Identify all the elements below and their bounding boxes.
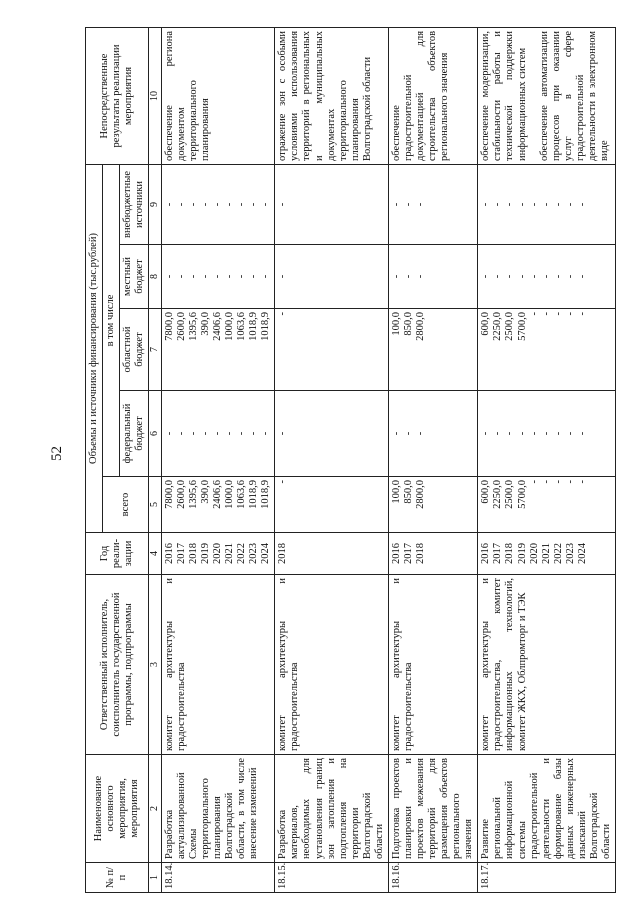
regional-value: - bbox=[576, 312, 588, 316]
regional-value: 100,0 bbox=[390, 312, 402, 336]
federal-value: - bbox=[163, 431, 175, 436]
regional-value: - bbox=[564, 312, 576, 316]
years bbox=[478, 533, 616, 575]
extra-value: - bbox=[212, 202, 223, 207]
years-value: 2024 bbox=[576, 543, 588, 564]
local-value: - bbox=[402, 274, 414, 279]
executor: комитет архитектуры и градостроительства bbox=[161, 575, 275, 755]
years-value: 2019 bbox=[199, 543, 211, 564]
total-value: 1000,0 bbox=[224, 480, 236, 509]
local-value: - bbox=[552, 274, 564, 279]
extra-value: - bbox=[480, 202, 492, 207]
years-value: 2018 bbox=[504, 543, 516, 564]
executor: комитет архитектуры и градостроительства bbox=[388, 575, 477, 755]
result bbox=[275, 27, 389, 164]
header-regional: областной бюджет bbox=[120, 309, 149, 391]
page-number: 52 bbox=[49, 446, 65, 461]
total bbox=[478, 477, 616, 533]
local-value: - bbox=[504, 274, 516, 279]
local-value: - bbox=[212, 274, 223, 279]
local-value: - bbox=[540, 274, 552, 279]
federal bbox=[478, 391, 616, 477]
result bbox=[161, 27, 275, 164]
local-value: - bbox=[415, 274, 426, 279]
local-value: - bbox=[163, 274, 175, 279]
total-value: 1063,6 bbox=[236, 480, 248, 509]
years-value: 2022 bbox=[236, 543, 248, 564]
federal-value: - bbox=[390, 431, 402, 436]
result-text: обеспечение региона документом территориального планирования bbox=[163, 30, 211, 161]
years-value: 2016 bbox=[163, 543, 175, 564]
years-value: 2017 bbox=[492, 543, 504, 564]
years-value: 2020 bbox=[212, 543, 223, 564]
federal-value: - bbox=[224, 431, 236, 436]
local-value: - bbox=[492, 274, 504, 279]
row-number: 18.15. bbox=[275, 863, 389, 893]
federal-value: - bbox=[540, 431, 552, 436]
federal-value: - bbox=[492, 431, 504, 436]
local-value: - bbox=[236, 274, 248, 279]
extra-value: - bbox=[390, 202, 402, 207]
extra-value: - bbox=[260, 202, 272, 207]
regional-value: 5700,0 bbox=[516, 312, 528, 341]
regional-value: 1018,9 bbox=[260, 312, 272, 341]
local-value: - bbox=[175, 274, 187, 279]
total-value: - bbox=[576, 480, 588, 484]
regional bbox=[161, 309, 275, 391]
local bbox=[275, 245, 389, 309]
extra-value: - bbox=[564, 202, 576, 207]
total bbox=[275, 477, 389, 533]
regional-value: 2406,6 bbox=[212, 312, 223, 341]
colnum: 8 bbox=[149, 245, 162, 309]
total-value: 1018,9 bbox=[248, 480, 260, 509]
regional-value: 2800,0 bbox=[415, 312, 426, 341]
years-value: 2022 bbox=[552, 543, 564, 564]
header-no: № п/п bbox=[86, 863, 149, 893]
years-value: 2018 bbox=[277, 543, 289, 564]
years-value: 2016 bbox=[390, 543, 402, 564]
federal bbox=[161, 391, 275, 477]
federal bbox=[275, 391, 389, 477]
colnum: 2 bbox=[149, 755, 162, 863]
total-value: - bbox=[564, 480, 576, 484]
federal-value: - bbox=[480, 431, 492, 436]
extra-value: - bbox=[248, 202, 260, 207]
regional-value: 390,0 bbox=[199, 312, 211, 336]
colnum: 1 bbox=[149, 863, 162, 893]
local-value: - bbox=[260, 274, 272, 279]
years-value: 2018 bbox=[187, 543, 199, 564]
regional-value: - bbox=[277, 312, 289, 316]
measure-name: Подготовка проектов планировки и проектов межевания территорий для размещения объектов регионального значения bbox=[388, 755, 477, 863]
regional-value: 850,0 bbox=[402, 312, 414, 336]
years-value: 2023 bbox=[248, 543, 260, 564]
header-total: всего bbox=[103, 477, 149, 533]
federal-value: - bbox=[212, 431, 223, 436]
total-value: 2800,0 bbox=[415, 480, 426, 509]
extra-value: - bbox=[224, 202, 236, 207]
header-results: Непосредственные результаты реализации мероприятия bbox=[86, 27, 149, 164]
regional bbox=[478, 309, 616, 391]
local-value: - bbox=[576, 274, 588, 279]
total-value: - bbox=[277, 480, 289, 484]
table-row bbox=[478, 27, 616, 892]
extra-value: - bbox=[552, 202, 564, 207]
federal-value: - bbox=[277, 431, 289, 436]
total bbox=[388, 477, 477, 533]
federal bbox=[388, 391, 477, 477]
regional-value: 1395,6 bbox=[187, 312, 199, 341]
total-value: 390,0 bbox=[199, 480, 211, 504]
regional-value: 1000,0 bbox=[224, 312, 236, 341]
rotated-table-container bbox=[85, 28, 612, 893]
total-value: - bbox=[528, 480, 540, 484]
total-value: 850,0 bbox=[402, 480, 414, 504]
local-value: - bbox=[187, 274, 199, 279]
result-text: отражение зон с особыми условиями использования территорий в региональных и муниципальных документах территориального планирования Волгоградской области bbox=[277, 30, 373, 161]
funding-table bbox=[85, 27, 616, 893]
local-value: - bbox=[390, 274, 402, 279]
header-executor: Ответственный исполнитель, соисполнитель государственной программы, подпрограммы bbox=[86, 575, 149, 755]
colnum: 6 bbox=[149, 391, 162, 477]
result-text: обеспечение автоматизации процессов при оказании услуг в сфере градостроительной деятельности в электронном виде bbox=[538, 30, 610, 161]
executor: комитет архитектуры и градостроительства, комитет информационных технологий, комитет ЖКХ, Облпромторг и ТЭК bbox=[478, 575, 616, 755]
regional-value: 2250,0 bbox=[492, 312, 504, 341]
federal-value: - bbox=[260, 431, 272, 436]
local-value: - bbox=[564, 274, 576, 279]
local-value: - bbox=[516, 274, 528, 279]
regional-value: - bbox=[540, 312, 552, 316]
result bbox=[478, 27, 616, 164]
total-value: 2406,6 bbox=[212, 480, 223, 509]
extra-value: - bbox=[492, 202, 504, 207]
regional-value: - bbox=[528, 312, 540, 316]
table-row bbox=[388, 27, 477, 892]
local bbox=[388, 245, 477, 309]
total-value: - bbox=[540, 480, 552, 484]
total-value: 2600,0 bbox=[175, 480, 187, 509]
extra-value: - bbox=[516, 202, 528, 207]
result-text: обеспечение градостроительной документацией для строительства объектов регионального значения bbox=[390, 30, 451, 161]
federal-value: - bbox=[564, 431, 576, 436]
extra-value: - bbox=[540, 202, 552, 207]
years bbox=[275, 533, 389, 575]
local-value: - bbox=[248, 274, 260, 279]
extra-value: - bbox=[576, 202, 588, 207]
years-value: 2020 bbox=[528, 543, 540, 564]
years-value: 2019 bbox=[516, 543, 528, 564]
executor: комитет архитектуры и градостроительства bbox=[275, 575, 389, 755]
extra-value: - bbox=[277, 202, 289, 207]
local-value: - bbox=[277, 274, 289, 279]
total-value: 5700,0 bbox=[516, 480, 528, 509]
table-body bbox=[161, 27, 615, 892]
local-value: - bbox=[528, 274, 540, 279]
regional bbox=[388, 309, 477, 391]
colnum: 4 bbox=[149, 533, 162, 575]
total bbox=[161, 477, 275, 533]
measure-name: Разработка материалов, необходимых для установления границ зон затопления и подтопления на территории Волгоградской области bbox=[275, 755, 389, 863]
extra bbox=[478, 164, 616, 244]
table-row bbox=[275, 27, 389, 892]
total-value: 1018,9 bbox=[260, 480, 272, 509]
extra-value: - bbox=[163, 202, 175, 207]
federal-value: - bbox=[236, 431, 248, 436]
federal-value: - bbox=[504, 431, 516, 436]
result bbox=[388, 27, 477, 164]
regional-value: 2500,0 bbox=[504, 312, 516, 341]
extra-value: - bbox=[175, 202, 187, 207]
years-value: 2017 bbox=[402, 543, 414, 564]
federal-value: - bbox=[516, 431, 528, 436]
regional-value: 1063,6 bbox=[236, 312, 248, 341]
local bbox=[478, 245, 616, 309]
table-row bbox=[161, 27, 275, 892]
years bbox=[161, 533, 275, 575]
extra-value: - bbox=[528, 202, 540, 207]
total-value: 1395,6 bbox=[187, 480, 199, 509]
colnum: 3 bbox=[149, 575, 162, 755]
spacer bbox=[529, 31, 539, 161]
federal-value: - bbox=[402, 431, 414, 436]
total-value: 2500,0 bbox=[504, 480, 516, 509]
regional-value: 2600,0 bbox=[175, 312, 187, 341]
total-value: - bbox=[552, 480, 564, 484]
row-number: 18.16. bbox=[388, 863, 477, 893]
result-text: обеспечение модернизации, стабильности работы и технической поддержки информационных систем bbox=[480, 30, 528, 161]
regional bbox=[275, 309, 389, 391]
regional-value: - bbox=[552, 312, 564, 316]
regional-value: 7800,0 bbox=[163, 312, 175, 341]
federal-value: - bbox=[552, 431, 564, 436]
regional-value: 1018,9 bbox=[248, 312, 260, 341]
federal-value: - bbox=[528, 431, 540, 436]
federal-value: - bbox=[175, 431, 187, 436]
row-number: 18.14. bbox=[161, 863, 275, 893]
extra-value: - bbox=[236, 202, 248, 207]
measure-name: Разработка актуализированной Схемы территориального планирования Волгоградской области, в том числе внесение изменений bbox=[161, 755, 275, 863]
header-local: местный бюджет bbox=[120, 245, 149, 309]
colnum: 10 bbox=[149, 27, 162, 164]
years-value: 2024 bbox=[260, 543, 272, 564]
years-value: 2023 bbox=[564, 543, 576, 564]
local bbox=[161, 245, 275, 309]
header-year: Год реали-зации bbox=[86, 533, 149, 575]
years-value: 2016 bbox=[480, 543, 492, 564]
years-value: 2021 bbox=[540, 543, 552, 564]
federal-value: - bbox=[415, 431, 426, 436]
header-federal: федеральный бюджет bbox=[120, 391, 149, 477]
total-value: 100,0 bbox=[390, 480, 402, 504]
federal-value: - bbox=[248, 431, 260, 436]
years-value: 2021 bbox=[224, 543, 236, 564]
local-value: - bbox=[199, 274, 211, 279]
header-extra: внебюджетные источники bbox=[120, 164, 149, 244]
federal-value: - bbox=[576, 431, 588, 436]
years-value: 2018 bbox=[415, 543, 426, 564]
total-value: 600,0 bbox=[480, 480, 492, 504]
extra bbox=[161, 164, 275, 244]
federal-value: - bbox=[199, 431, 211, 436]
header-funding: Объемы и источники финансирования (тыс.рублей) bbox=[86, 164, 103, 532]
years bbox=[388, 533, 477, 575]
years-value: 2017 bbox=[175, 543, 187, 564]
row-number: 18.17. bbox=[478, 863, 616, 893]
extra-value: - bbox=[402, 202, 414, 207]
colnum: 7 bbox=[149, 309, 162, 391]
regional-value: 600,0 bbox=[480, 312, 492, 336]
local-value: - bbox=[480, 274, 492, 279]
local-value: - bbox=[224, 274, 236, 279]
colnum: 5 bbox=[149, 477, 162, 533]
extra-value: - bbox=[415, 202, 426, 207]
total-value: 2250,0 bbox=[492, 480, 504, 509]
extra-value: - bbox=[199, 202, 211, 207]
extra bbox=[275, 164, 389, 244]
extra bbox=[388, 164, 477, 244]
federal-value: - bbox=[187, 431, 199, 436]
measure-name: Развитие региональной информационной системы градостроительной деятельности и формирование базы данных инженерных изысканий Волгоградской области bbox=[478, 755, 616, 863]
extra-value: - bbox=[187, 202, 199, 207]
extra-value: - bbox=[504, 202, 516, 207]
colnum: 9 bbox=[149, 164, 162, 244]
header-incl: в том числе bbox=[103, 164, 120, 476]
header-name: Наименование основного мероприятия, мероприятия bbox=[86, 755, 149, 863]
total-value: 7800,0 bbox=[163, 480, 175, 509]
